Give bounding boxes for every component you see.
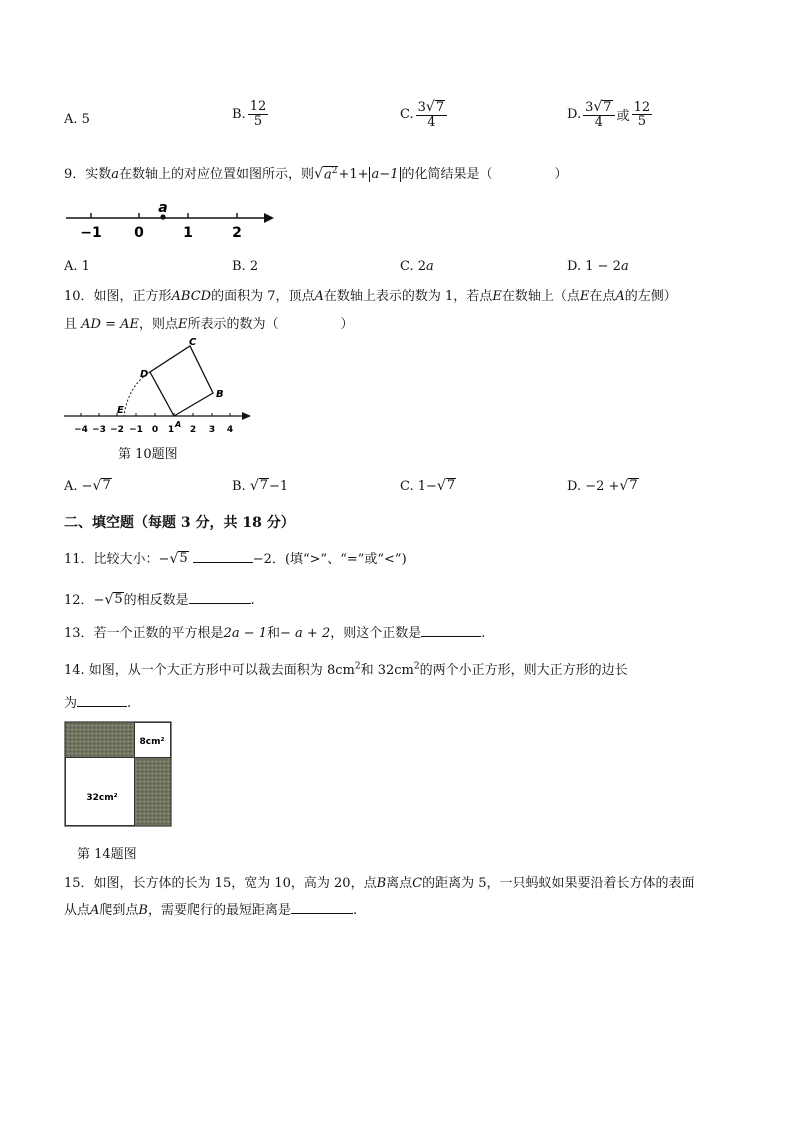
- q15-var-b: B: [376, 876, 387, 891]
- q14-text: 14. 如图，从一个大正方形中可以裁去面积为 8: [64, 663, 336, 678]
- axis-label: 4: [226, 425, 234, 435]
- fraction-denominator: 5: [253, 113, 263, 129]
- q10-var-e: E: [178, 317, 188, 332]
- q10-text: 的面积为 7，顶点: [211, 289, 315, 304]
- q13-stem: [64, 622, 485, 641]
- fraction-denominator: 5: [637, 114, 646, 130]
- q10-option-c: [400, 478, 456, 494]
- q9-option-var: a: [426, 259, 434, 274]
- radicand: 7: [435, 100, 445, 115]
- q12-text: 12．−: [64, 593, 105, 608]
- q10-text: 10．如图，正方形: [64, 289, 172, 304]
- q12-text: 的相反数是: [123, 593, 189, 608]
- q9-option-a: [64, 259, 90, 274]
- q11-text: −2．(填“>”、“=”或“<”): [252, 552, 407, 567]
- q13-text: 13．若一个正数的平方根是: [64, 626, 224, 641]
- fraction-numerator: [583, 100, 614, 116]
- q8-option-d-fraction-1: [583, 100, 614, 130]
- q15-text: ，需要爬行的最短距离是: [147, 903, 291, 918]
- q14-figure: [64, 721, 172, 827]
- fraction-numerator: 12: [633, 99, 651, 115]
- q9-option-d-text: D. 1 − 2: [567, 259, 621, 274]
- q10-option-d: [567, 478, 639, 494]
- q13-text: ，则这个正数是: [330, 626, 422, 641]
- q13-answer-blank[interactable]: [421, 624, 481, 637]
- q8-option-c: [400, 100, 449, 130]
- q10-text: 的左侧）: [624, 289, 677, 304]
- shaded-strip-top: [66, 723, 135, 758]
- exponent: 2: [354, 661, 361, 672]
- small-square-label: 8cm²: [139, 737, 165, 747]
- axis-label: 2: [232, 225, 242, 241]
- sqrt: √ 5: [104, 592, 123, 608]
- q10-var-a: A: [615, 289, 625, 304]
- fraction-denominator: 4: [594, 115, 603, 131]
- q14-caption: 第 14题图: [77, 847, 137, 862]
- q14-answer-blank[interactable]: [77, 694, 127, 707]
- q14-text: 的两个小正方形，则大正方形的边长: [419, 663, 628, 678]
- q13-period: .: [481, 626, 486, 641]
- axis-label: −3: [92, 425, 106, 435]
- q10-text: ，则点: [139, 317, 179, 332]
- q15-text: 离点: [386, 876, 413, 891]
- q10-text: 所表示的数为（: [187, 317, 279, 332]
- q10-text: 在点: [589, 289, 616, 304]
- q9-var: a: [111, 167, 120, 182]
- section-title: 二、填空题（每题 3 分，共 18 分）: [64, 515, 295, 531]
- square-abcd: [150, 346, 213, 416]
- radicand: 7: [446, 478, 456, 493]
- q9-close-paren: ）: [554, 167, 568, 182]
- axis-label: −1: [80, 225, 102, 241]
- q8-option-d: [567, 100, 654, 130]
- q8-option-a: [64, 112, 90, 127]
- axis-label: 2: [189, 425, 197, 435]
- radicand: 7: [259, 478, 269, 493]
- radicand: 7: [629, 478, 638, 493]
- q9-text-post: 的化简结果是（: [401, 167, 493, 182]
- square-32: [66, 758, 135, 826]
- coefficient: 3: [417, 100, 426, 115]
- q11-answer-blank[interactable]: [193, 550, 253, 563]
- q15-text: 从点: [64, 903, 91, 918]
- q13-expression-2: − a + 2: [280, 626, 331, 641]
- q9-option-d: [567, 259, 629, 274]
- q8-option-a-text: A. 5: [64, 112, 90, 127]
- q8-option-c-fraction: [416, 100, 447, 130]
- q9-sqrt: √ $a^2$: [314, 166, 338, 183]
- q12-period: .: [250, 593, 255, 608]
- q10-square-name: ABCD: [171, 289, 212, 304]
- q9-option-c-text: C. 2: [400, 259, 427, 274]
- fraction-numerator: 12: [249, 99, 267, 114]
- q10-option-a: [64, 478, 112, 494]
- q8-option-b-label: B.: [232, 106, 246, 122]
- q15-text: 爬到点: [99, 903, 139, 918]
- q9-option-b-text: B. 2: [232, 259, 259, 274]
- point-e-label: E: [117, 405, 124, 416]
- exponent: 2: [413, 661, 420, 672]
- q9-option-c: [400, 259, 434, 274]
- q15-answer-blank[interactable]: [291, 901, 353, 914]
- q14-period: .: [127, 696, 132, 711]
- q10-stem-line1: [64, 285, 677, 304]
- point-d-label: D: [140, 369, 149, 380]
- axis-label: −2: [110, 425, 124, 435]
- axis-label: 0: [151, 425, 159, 435]
- q9-text-pre: 9．实数: [64, 167, 112, 182]
- q9-plus: +1+: [338, 167, 369, 182]
- q8-option-b-fraction: [248, 100, 269, 128]
- q10-var-a: A: [314, 289, 324, 304]
- q8-option-d-label: D.: [567, 107, 582, 123]
- q10-text: 在数轴上（点: [501, 289, 580, 304]
- fraction-denominator: 4: [427, 115, 436, 131]
- q15-var-a: A: [90, 903, 100, 918]
- q13-text: 和: [267, 626, 281, 641]
- sqrt: √ 7: [619, 478, 638, 494]
- arrow-head-icon: [242, 412, 251, 420]
- q8-option-d-fraction-2: [632, 101, 653, 129]
- q14-stem-line2: [64, 692, 131, 711]
- q10-stem-line2: [64, 313, 354, 332]
- q9-text-mid: 在数轴上的对应位置如图所示，则: [119, 167, 315, 182]
- q11-text: 11．比较大小：−: [64, 552, 170, 567]
- q15-text: 的距离为 5，一只蚂蚁如果要沿着长方体的表面: [422, 876, 695, 891]
- radicand: 7: [603, 100, 612, 115]
- q10-text: 且: [64, 317, 78, 332]
- q10-var-e: E: [579, 289, 590, 304]
- radicand: 5: [114, 592, 123, 607]
- axis-label: 3: [208, 425, 216, 435]
- axis-label: −4: [74, 425, 88, 435]
- q10-option-b-post: −1: [269, 478, 289, 494]
- q15-stem-line1: [64, 872, 695, 891]
- point-a-label: A: [175, 420, 182, 429]
- q9-number-line: [62, 200, 282, 242]
- or-word: 或: [616, 109, 630, 125]
- sqrt: √ 7: [92, 478, 111, 494]
- q10-var-e: E: [492, 289, 502, 304]
- q15-text: 15．如图，长方体的长为 15，宽为 10，高为 20，点: [64, 876, 377, 891]
- q13-expression-1: 2a − 1: [223, 626, 267, 641]
- axis-label: 1: [167, 425, 175, 435]
- point-a-label: a: [158, 200, 168, 216]
- q15-period: .: [353, 903, 358, 918]
- q14-stem-line1: [64, 659, 628, 678]
- q10-caption: 第 10题图: [118, 447, 178, 462]
- radicand: [323, 166, 339, 183]
- sqrt: √ 7: [249, 478, 269, 494]
- radicand: 5: [179, 551, 188, 566]
- axis-label: −1: [129, 425, 143, 435]
- q9-option-b: [232, 259, 258, 274]
- exponent: 2: [331, 166, 338, 176]
- q10-text: 在数轴上表示的数为 1，若点: [323, 289, 493, 304]
- q15-var-c: C: [412, 876, 423, 891]
- q10-option-b-label: B.: [232, 478, 246, 494]
- q14-unit: cm: [335, 663, 355, 678]
- axis-label: 0: [134, 225, 144, 241]
- sqrt: √ 7: [425, 99, 445, 115]
- sqrt: √ 7: [436, 478, 456, 494]
- q8-option-b: [232, 100, 270, 128]
- q14-unit: cm: [394, 663, 414, 678]
- q10-equation: AD = AE: [81, 317, 140, 332]
- shaded-strip-right: [135, 758, 171, 826]
- coefficient: 3: [585, 100, 594, 115]
- big-square-label: 32cm²: [86, 793, 118, 803]
- fraction-numerator: [416, 100, 447, 116]
- q15-var-b: B: [138, 903, 148, 918]
- point-b-label: B: [216, 389, 224, 400]
- sqrt: √ 5: [169, 551, 188, 567]
- q10-figure: [62, 336, 262, 436]
- q10-option-b: [232, 478, 288, 494]
- q10-option-a-label: A. −: [64, 478, 93, 494]
- q10-close-paren: ）: [340, 317, 354, 332]
- q12-stem: [64, 589, 255, 608]
- q9-abs-value: a−1: [369, 167, 402, 182]
- q10-option-c-label: C. 1−: [400, 478, 437, 494]
- q10-option-d-label: D. −2 +: [567, 478, 620, 494]
- arrow-head-icon: [264, 213, 274, 223]
- q15-stem-line2: [64, 899, 357, 918]
- q14-text: 和 32: [360, 663, 395, 678]
- q14-text: 为: [64, 696, 78, 711]
- q11-stem: [64, 548, 407, 567]
- q9-option-var: a: [620, 259, 629, 274]
- q12-answer-blank[interactable]: [189, 591, 251, 604]
- radicand: 7: [102, 478, 111, 493]
- point-c-label: C: [189, 337, 197, 348]
- axis-label: 1: [183, 225, 193, 241]
- q8-option-c-label: C.: [400, 107, 414, 123]
- q9-option-a-text: A. 1: [64, 259, 90, 274]
- sqrt: √ 7: [593, 99, 612, 115]
- q9-stem: [64, 163, 568, 183]
- radicand-var: a: [323, 167, 332, 183]
